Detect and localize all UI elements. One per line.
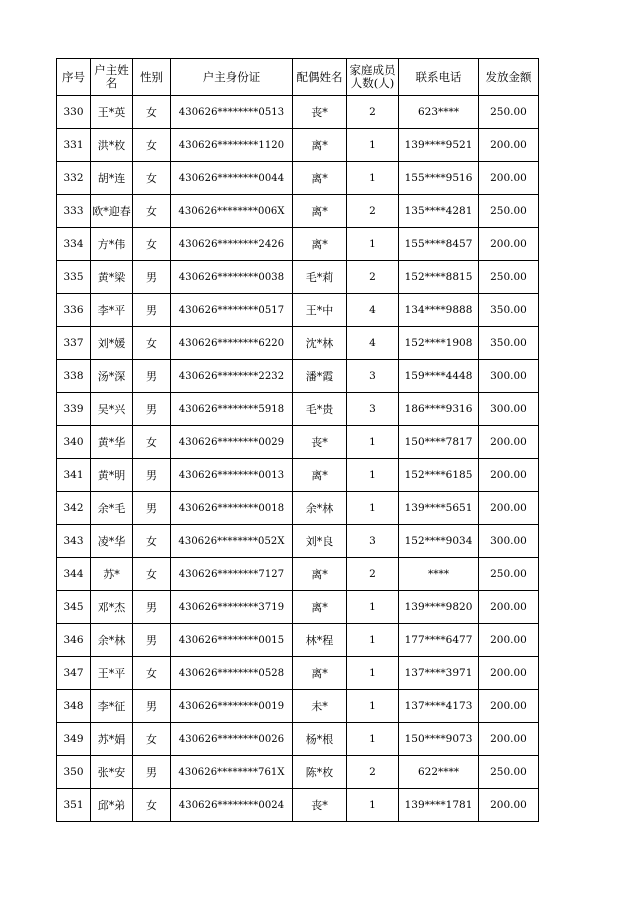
cell-seq: 336	[57, 294, 91, 327]
table-row	[57, 426, 539, 459]
cell-phone: 155****8457	[399, 228, 479, 261]
cell-gender: 男	[133, 294, 171, 327]
cell-id: 430626********006X	[171, 195, 293, 228]
cell-gender: 女	[133, 525, 171, 558]
cell-name: 洪*枚	[91, 129, 133, 162]
cell-amount: 200.00	[479, 723, 539, 756]
table-row	[57, 294, 539, 327]
cell-gender: 女	[133, 195, 171, 228]
table-body	[57, 96, 539, 822]
cell-spouse: 沈*林	[293, 327, 347, 360]
cell-members: 1	[347, 657, 399, 690]
cell-spouse: 离*	[293, 162, 347, 195]
cell-members: 3	[347, 393, 399, 426]
cell-id: 430626********0026	[171, 723, 293, 756]
cell-amount: 200.00	[479, 657, 539, 690]
cell-name: 李*征	[91, 690, 133, 723]
cell-phone: 139****9820	[399, 591, 479, 624]
cell-name: 吴*兴	[91, 393, 133, 426]
cell-spouse: 未*	[293, 690, 347, 723]
cell-gender: 男	[133, 459, 171, 492]
cell-name: 刘*媛	[91, 327, 133, 360]
header-name: 户主姓名	[91, 59, 133, 96]
cell-amount: 250.00	[479, 96, 539, 129]
cell-phone: 155****9516	[399, 162, 479, 195]
cell-phone: 623****	[399, 96, 479, 129]
cell-members: 1	[347, 162, 399, 195]
table-row	[57, 558, 539, 591]
cell-members: 1	[347, 591, 399, 624]
cell-name: 邱*弟	[91, 789, 133, 822]
cell-id: 430626********1120	[171, 129, 293, 162]
cell-members: 3	[347, 525, 399, 558]
cell-members: 1	[347, 459, 399, 492]
cell-seq: 350	[57, 756, 91, 789]
cell-name: 汤*深	[91, 360, 133, 393]
table-row	[57, 657, 539, 690]
cell-id: 430626********2232	[171, 360, 293, 393]
cell-seq: 342	[57, 492, 91, 525]
cell-gender: 男	[133, 591, 171, 624]
table-row	[57, 393, 539, 426]
cell-members: 1	[347, 426, 399, 459]
cell-phone: 152****1908	[399, 327, 479, 360]
cell-members: 1	[347, 129, 399, 162]
cell-spouse: 杨*根	[293, 723, 347, 756]
cell-spouse: 离*	[293, 459, 347, 492]
cell-members: 1	[347, 492, 399, 525]
cell-amount: 250.00	[479, 195, 539, 228]
cell-name: 苏*	[91, 558, 133, 591]
cell-phone: 137****4173	[399, 690, 479, 723]
cell-id: 430626********052X	[171, 525, 293, 558]
table-row	[57, 327, 539, 360]
cell-amount: 200.00	[479, 459, 539, 492]
cell-amount: 200.00	[479, 162, 539, 195]
cell-seq: 338	[57, 360, 91, 393]
cell-phone: 152****8815	[399, 261, 479, 294]
cell-name: 凌*华	[91, 525, 133, 558]
table-row	[57, 756, 539, 789]
cell-id: 430626********0044	[171, 162, 293, 195]
cell-gender: 男	[133, 261, 171, 294]
cell-amount: 200.00	[479, 129, 539, 162]
header-id: 户主身份证	[171, 59, 293, 96]
cell-spouse: 离*	[293, 228, 347, 261]
cell-seq: 344	[57, 558, 91, 591]
cell-spouse: 刘*良	[293, 525, 347, 558]
cell-id: 430626********0038	[171, 261, 293, 294]
cell-id: 430626********0029	[171, 426, 293, 459]
table-row	[57, 228, 539, 261]
header-members: 家庭成员人数(人)	[347, 59, 399, 96]
cell-name: 李*平	[91, 294, 133, 327]
cell-members: 1	[347, 624, 399, 657]
cell-spouse: 林*程	[293, 624, 347, 657]
cell-seq: 351	[57, 789, 91, 822]
cell-seq: 332	[57, 162, 91, 195]
cell-spouse: 离*	[293, 129, 347, 162]
cell-id: 430626********0019	[171, 690, 293, 723]
cell-spouse: 离*	[293, 657, 347, 690]
cell-amount: 200.00	[479, 624, 539, 657]
cell-phone: 150****7817	[399, 426, 479, 459]
cell-name: 邓*杰	[91, 591, 133, 624]
table-row	[57, 492, 539, 525]
cell-id: 430626********2426	[171, 228, 293, 261]
cell-amount: 250.00	[479, 558, 539, 591]
cell-name: 苏*娟	[91, 723, 133, 756]
cell-spouse: 王*中	[293, 294, 347, 327]
cell-gender: 男	[133, 624, 171, 657]
cell-spouse: 毛*莉	[293, 261, 347, 294]
cell-amount: 200.00	[479, 426, 539, 459]
table-row	[57, 129, 539, 162]
table-header-row	[57, 59, 539, 96]
cell-spouse: 陈*枚	[293, 756, 347, 789]
header-gender: 性别	[133, 59, 171, 96]
cell-phone: 139****5651	[399, 492, 479, 525]
cell-gender: 男	[133, 393, 171, 426]
cell-amount: 250.00	[479, 261, 539, 294]
cell-gender: 男	[133, 360, 171, 393]
cell-phone: 186****9316	[399, 393, 479, 426]
cell-gender: 女	[133, 228, 171, 261]
cell-amount: 350.00	[479, 327, 539, 360]
cell-members: 1	[347, 228, 399, 261]
cell-seq: 346	[57, 624, 91, 657]
cell-amount: 200.00	[479, 591, 539, 624]
table-row	[57, 525, 539, 558]
table-row	[57, 624, 539, 657]
cell-seq: 333	[57, 195, 91, 228]
header-seq: 序号	[57, 59, 91, 96]
cell-id: 430626********5918	[171, 393, 293, 426]
cell-members: 4	[347, 294, 399, 327]
cell-id: 430626********7127	[171, 558, 293, 591]
cell-seq: 348	[57, 690, 91, 723]
cell-members: 1	[347, 690, 399, 723]
subsidy-table	[56, 58, 539, 822]
table-row	[57, 360, 539, 393]
cell-gender: 女	[133, 129, 171, 162]
cell-amount: 300.00	[479, 360, 539, 393]
cell-gender: 女	[133, 327, 171, 360]
cell-name: 方*伟	[91, 228, 133, 261]
cell-seq: 345	[57, 591, 91, 624]
cell-seq: 337	[57, 327, 91, 360]
cell-seq: 347	[57, 657, 91, 690]
cell-spouse: 余*林	[293, 492, 347, 525]
cell-members: 4	[347, 327, 399, 360]
cell-amount: 200.00	[479, 690, 539, 723]
table-row	[57, 591, 539, 624]
table-row	[57, 459, 539, 492]
cell-name: 余*林	[91, 624, 133, 657]
cell-phone: 177****6477	[399, 624, 479, 657]
cell-spouse: 丧*	[293, 789, 347, 822]
cell-seq: 331	[57, 129, 91, 162]
cell-amount: 300.00	[479, 525, 539, 558]
cell-phone: 139****9521	[399, 129, 479, 162]
cell-seq: 340	[57, 426, 91, 459]
cell-id: 430626********0018	[171, 492, 293, 525]
cell-spouse: 离*	[293, 195, 347, 228]
cell-phone: 152****6185	[399, 459, 479, 492]
table-row	[57, 195, 539, 228]
cell-spouse: 毛*贵	[293, 393, 347, 426]
document-page	[56, 58, 538, 822]
cell-phone: 150****9073	[399, 723, 479, 756]
cell-gender: 女	[133, 96, 171, 129]
cell-name: 王*英	[91, 96, 133, 129]
cell-members: 1	[347, 789, 399, 822]
cell-seq: 341	[57, 459, 91, 492]
cell-phone: 137****3971	[399, 657, 479, 690]
cell-amount: 250.00	[479, 756, 539, 789]
cell-id: 430626********3719	[171, 591, 293, 624]
cell-members: 1	[347, 723, 399, 756]
cell-seq: 330	[57, 96, 91, 129]
cell-spouse: 离*	[293, 558, 347, 591]
table-row	[57, 162, 539, 195]
cell-id: 430626********0024	[171, 789, 293, 822]
cell-name: 王*平	[91, 657, 133, 690]
table-row	[57, 261, 539, 294]
cell-members: 2	[347, 756, 399, 789]
cell-members: 2	[347, 195, 399, 228]
table-row	[57, 690, 539, 723]
cell-spouse: 丧*	[293, 426, 347, 459]
cell-phone: ****	[399, 558, 479, 591]
cell-seq: 349	[57, 723, 91, 756]
cell-spouse: 潘*霞	[293, 360, 347, 393]
cell-name: 黄*梁	[91, 261, 133, 294]
cell-name: 黄*华	[91, 426, 133, 459]
cell-id: 430626********0015	[171, 624, 293, 657]
cell-name: 欧*迎春	[91, 195, 133, 228]
cell-gender: 女	[133, 162, 171, 195]
cell-id: 430626********6220	[171, 327, 293, 360]
cell-name: 黄*明	[91, 459, 133, 492]
cell-phone: 135****4281	[399, 195, 479, 228]
cell-id: 430626********0528	[171, 657, 293, 690]
cell-seq: 334	[57, 228, 91, 261]
header-phone: 联系电话	[399, 59, 479, 96]
cell-name: 余*毛	[91, 492, 133, 525]
cell-spouse: 离*	[293, 591, 347, 624]
cell-amount: 350.00	[479, 294, 539, 327]
cell-members: 3	[347, 360, 399, 393]
cell-phone: 152****9034	[399, 525, 479, 558]
cell-seq: 335	[57, 261, 91, 294]
cell-phone: 622****	[399, 756, 479, 789]
cell-gender: 女	[133, 558, 171, 591]
cell-phone: 159****4448	[399, 360, 479, 393]
cell-name: 胡*连	[91, 162, 133, 195]
cell-gender: 女	[133, 426, 171, 459]
cell-gender: 男	[133, 492, 171, 525]
cell-members: 2	[347, 96, 399, 129]
cell-amount: 200.00	[479, 228, 539, 261]
cell-members: 2	[347, 261, 399, 294]
cell-phone: 139****1781	[399, 789, 479, 822]
header-amount: 发放金额	[479, 59, 539, 96]
table-row	[57, 789, 539, 822]
cell-amount: 300.00	[479, 393, 539, 426]
cell-id: 430626********0513	[171, 96, 293, 129]
cell-gender: 男	[133, 756, 171, 789]
cell-phone: 134****9888	[399, 294, 479, 327]
cell-gender: 女	[133, 723, 171, 756]
cell-gender: 女	[133, 789, 171, 822]
cell-seq: 339	[57, 393, 91, 426]
table-row	[57, 96, 539, 129]
cell-seq: 343	[57, 525, 91, 558]
table-row	[57, 723, 539, 756]
cell-spouse: 丧*	[293, 96, 347, 129]
cell-amount: 200.00	[479, 789, 539, 822]
cell-members: 2	[347, 558, 399, 591]
cell-gender: 女	[133, 657, 171, 690]
cell-id: 430626********0013	[171, 459, 293, 492]
cell-amount: 200.00	[479, 492, 539, 525]
cell-id: 430626********761X	[171, 756, 293, 789]
cell-gender: 男	[133, 690, 171, 723]
cell-id: 430626********0517	[171, 294, 293, 327]
cell-name: 张*安	[91, 756, 133, 789]
header-spouse: 配偶姓名	[293, 59, 347, 96]
